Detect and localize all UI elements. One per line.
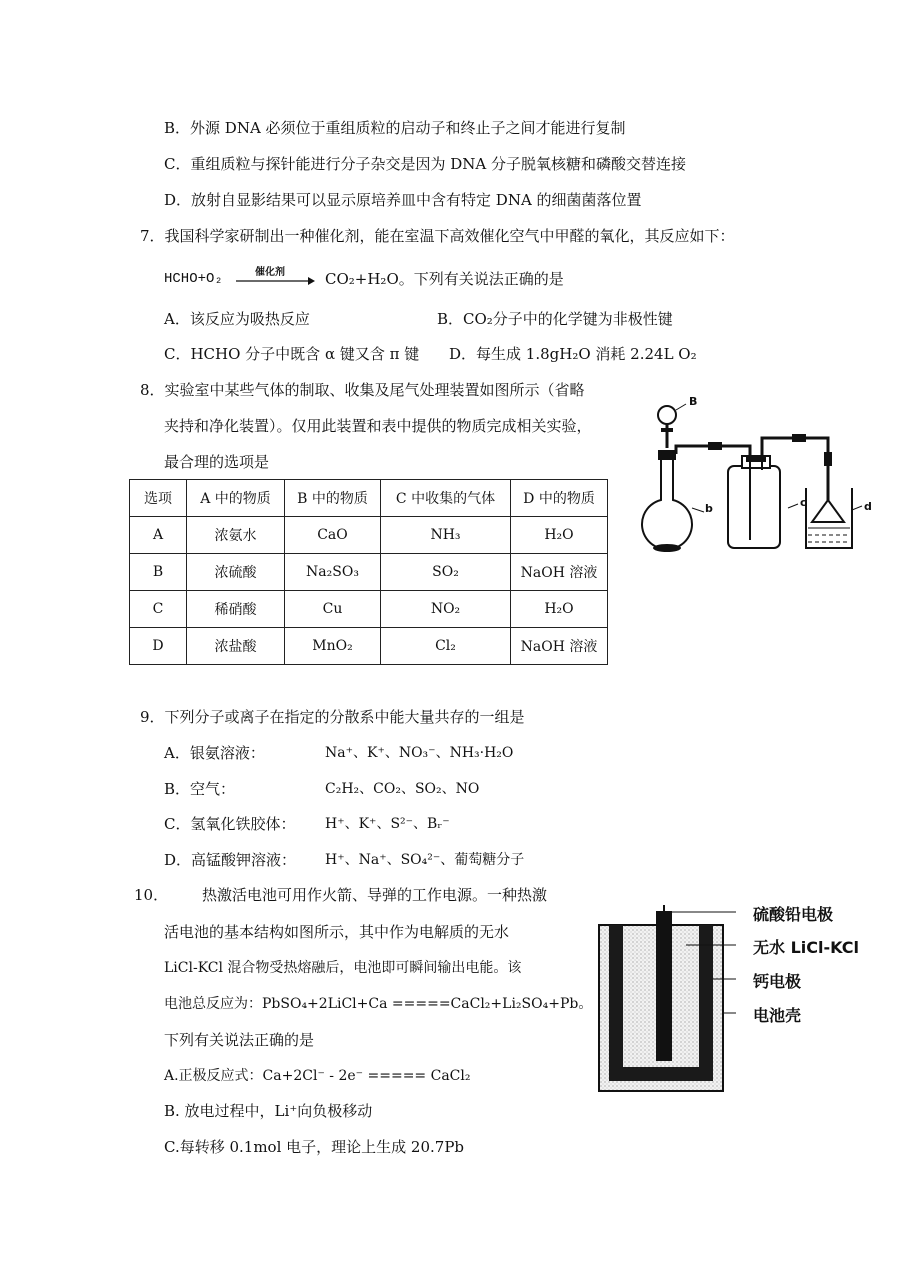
q9-option-c-label: C．氢氧化铁胶体： [164, 815, 296, 833]
table-cell: 浓盐酸 [187, 628, 285, 665]
q6-option-b: B．外源 DNA 必须位于重组质粒的启动子和终止子之间才能进行复制 [164, 119, 626, 137]
q10-stem-line2: 活电池的基本结构如图所示，其中作为电解质的无水 [164, 923, 510, 941]
q9-stem: 9．下列分子或离子在指定的分散系中能大量共存的一组是 [140, 708, 525, 726]
fig-label-c: c [800, 496, 807, 509]
q7-product: CO₂+H₂O。下列有关说法正确的是 [325, 270, 564, 288]
q6-option-d: D．放射自显影结果可以显示原培养皿中含有特定 DNA 的细菌菌落位置 [164, 191, 642, 209]
q10-number: 10． [134, 886, 169, 904]
q8-stem-line1: 8．实验室中某些气体的制取、收集及尾气处理装置如图所示（省略 [140, 381, 585, 399]
q7-option-b: B．CO₂分子中的化学键为非极性键 [437, 310, 673, 328]
fig-label-calcium-electrode: 钙电极 [753, 972, 802, 991]
q9-option-b-ions: C₂H₂、CO₂、SO₂、NO [325, 781, 480, 797]
table-cell: B [130, 554, 187, 591]
q8-stem-line2: 夹持和净化装置）。仅用此装置和表中提供的物质完成相关实验， [164, 417, 592, 435]
table-cell: H₂O [511, 517, 608, 554]
q10-stem-line3: LiCl-KCl 混合物受热熔融后，电池即可瞬间输出电能。该 [164, 960, 522, 976]
fig-label-B: B [689, 395, 698, 408]
table-cell: NaOH 溶液 [511, 554, 608, 591]
q7-catalyst: 催化剂 [255, 267, 285, 278]
table-header: A 中的物质 [187, 480, 285, 517]
q7-option-c: C．HCHO 分子中既含 α 键又含 π 键 [164, 345, 420, 363]
table-cell: 浓硫酸 [187, 554, 285, 591]
table-cell: CaO [285, 517, 381, 554]
table-cell: A [130, 517, 187, 554]
table-cell: MnO₂ [285, 628, 381, 665]
q10-option-a: A.正极反应式：Ca+2Cl⁻ - 2e⁻ ===== CaCl₂ [164, 1068, 471, 1084]
q7-option-d: D．每生成 1.8gH₂O 消耗 2.24L O₂ [449, 345, 697, 363]
table-cell: D [130, 628, 187, 665]
table-header: D 中的物质 [511, 480, 608, 517]
fig-label-electrolyte: 无水 LiCl-KCl [753, 938, 860, 957]
q9-option-d-label: D．高锰酸钾溶液： [164, 851, 297, 869]
gas-apparatus-figure [630, 390, 880, 565]
fig-label-battery-shell: 电池壳 [753, 1006, 802, 1025]
table-header: C 中收集的气体 [381, 480, 511, 517]
reaction-arrow-icon [236, 276, 316, 286]
table-cell: NH₃ [381, 517, 511, 554]
q10-stem-line5: 下列有关说法正确的是 [164, 1031, 315, 1049]
q7-reactant: HCHO+O₂ [164, 271, 223, 287]
battery-structure-figure [596, 905, 736, 1095]
table-row [130, 554, 608, 591]
table-cell: Cu [285, 591, 381, 628]
table-cell: 稀硝酸 [187, 591, 285, 628]
q9-option-d-ions: H⁺、Na⁺、SO₄²⁻、葡萄糖分子 [325, 852, 525, 868]
table-header: 选项 [130, 480, 187, 517]
q9-option-a-label: A．银氨溶液： [164, 744, 265, 762]
q8-stem-line3: 最合理的选项是 [164, 453, 270, 471]
table-row [130, 591, 608, 628]
q7-option-a: A．该反应为吸热反应 [164, 310, 310, 328]
q10-stem-line4: 电池总反应为：PbSO₄+2LiCl+Ca =====CaCl₂+Li₂SO₄+Pb。 [164, 996, 593, 1012]
q9-option-c-ions: H⁺、K⁺、S²⁻、Bᵣ⁻ [325, 816, 450, 832]
q10-option-c: C.每转移 0.1mol 电子，理论上生成 20.7Pb [164, 1138, 465, 1156]
q9-option-a-ions: Na⁺、K⁺、NO₃⁻、NH₃·H₂O [325, 745, 514, 761]
q9-option-b-label: B．空气： [164, 780, 236, 798]
q10-stem-line1: 热激活电池可用作火箭、导弹的工作电源。一种热激 [202, 886, 548, 904]
table-cell: SO₂ [381, 554, 511, 591]
fig-label-lead-sulfate-electrode: 硫酸铅电极 [753, 905, 834, 924]
table-cell: NO₂ [381, 591, 511, 628]
table-cell: NaOH 溶液 [511, 628, 608, 665]
table-row [130, 628, 608, 665]
table-header-row [130, 480, 608, 517]
q8-table [129, 479, 608, 665]
fig-label-b: b [705, 502, 713, 515]
table-cell: Cl₂ [381, 628, 511, 665]
table-header: B 中的物质 [285, 480, 381, 517]
table-cell: H₂O [511, 591, 608, 628]
table-row [130, 517, 608, 554]
q10-option-b: B. 放电过程中，Li⁺向负极移动 [164, 1102, 373, 1120]
table-cell: C [130, 591, 187, 628]
fig-label-d: d [864, 500, 872, 513]
table-cell: Na₂SO₃ [285, 554, 381, 591]
table-cell: 浓氨水 [187, 517, 285, 554]
q7-stem: 7．我国科学家研制出一种催化剂，能在室温下高效催化空气中甲醛的氧化，其反应如下： [140, 227, 735, 245]
q6-option-c: C．重组质粒与探针能进行分子杂交是因为 DNA 分子脱氧核糖和磷酸交替连接 [164, 155, 687, 173]
